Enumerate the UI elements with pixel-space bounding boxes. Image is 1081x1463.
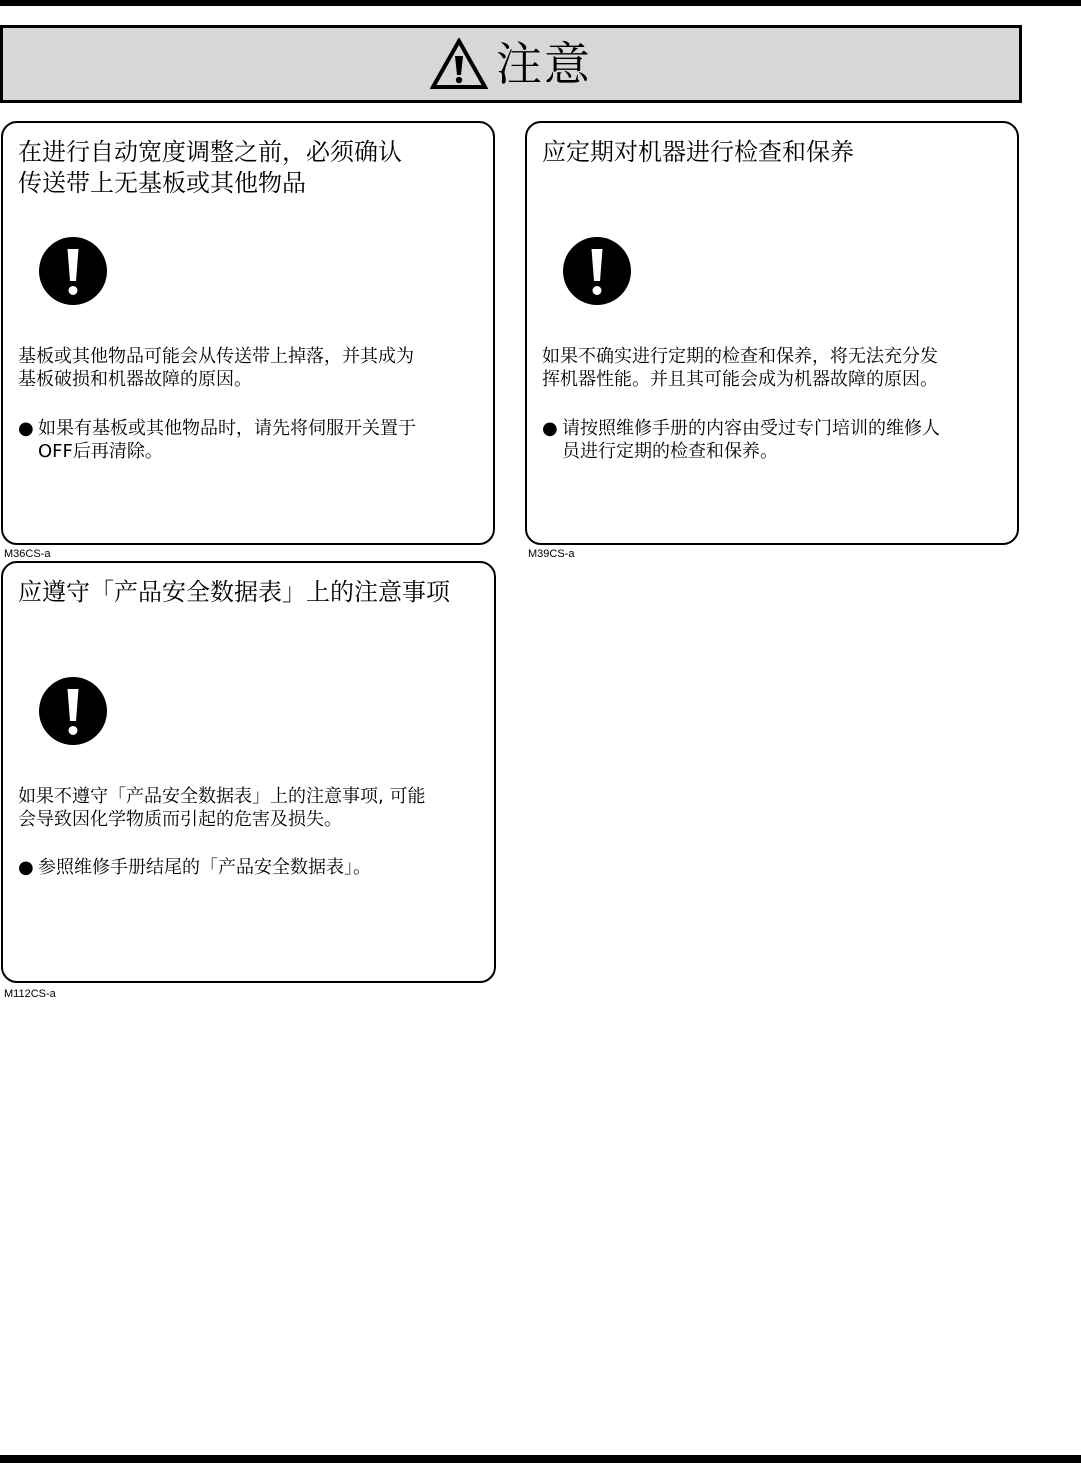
- caution-card-safety-data-sheet: [1, 561, 496, 983]
- card-title: 应定期对机器进行检查和保养: [542, 138, 854, 166]
- card-code: M36CS-a: [4, 548, 51, 560]
- card-code: M112CS-a: [4, 988, 56, 1000]
- caution-banner: [0, 25, 1022, 103]
- bullet-dot-icon: ●: [18, 418, 34, 439]
- card-bullet-item: [18, 856, 486, 879]
- bullet-text: 请按照维修手册的内容由受过专门培训的维修人 员进行定期的检查和保养。: [562, 418, 940, 462]
- caution-card-maintenance: [525, 121, 1019, 545]
- card-description: 如果不确实进行定期的检查和保养，将无法充分发 挥机器性能。并且其可能会成为机器故障的原因。: [542, 346, 938, 390]
- banner-title: 注意: [496, 37, 592, 91]
- bullet-text: 参照维修手册结尾的「产品安全数据表」。: [38, 857, 371, 878]
- mandatory-action-icon: [39, 677, 107, 745]
- caution-card-auto-width: [1, 121, 495, 545]
- bottom-rule: [0, 1455, 1081, 1463]
- mandatory-action-icon: [563, 237, 631, 305]
- bullet-text: 如果有基板或其他物品时，请先将伺服开关置于 OFF后再清除。: [38, 418, 416, 462]
- card-code: M39CS-a: [528, 548, 575, 560]
- card-bullet-item: [542, 417, 1009, 463]
- card-description: 如果不遵守「产品安全数据表」上的注意事项, 可能 会导致因化学物质而引起的危害及损失。: [18, 786, 426, 830]
- mandatory-action-icon: [39, 237, 107, 305]
- bullet-dot-icon: ●: [542, 418, 558, 439]
- bullet-dot-icon: ●: [18, 857, 34, 878]
- card-title: 应遵守「产品安全数据表」上的注意事项: [18, 578, 450, 606]
- warning-triangle-icon: [430, 38, 488, 90]
- card-title: 在进行自动宽度调整之前，必须确认 传送带上无基板或其他物品: [18, 138, 402, 197]
- top-rule: [0, 0, 1081, 6]
- card-description: 基板或其他物品可能会从传送带上掉落，并其成为 基板破损和机器故障的原因。: [18, 346, 414, 390]
- card-bullet-item: [18, 417, 485, 463]
